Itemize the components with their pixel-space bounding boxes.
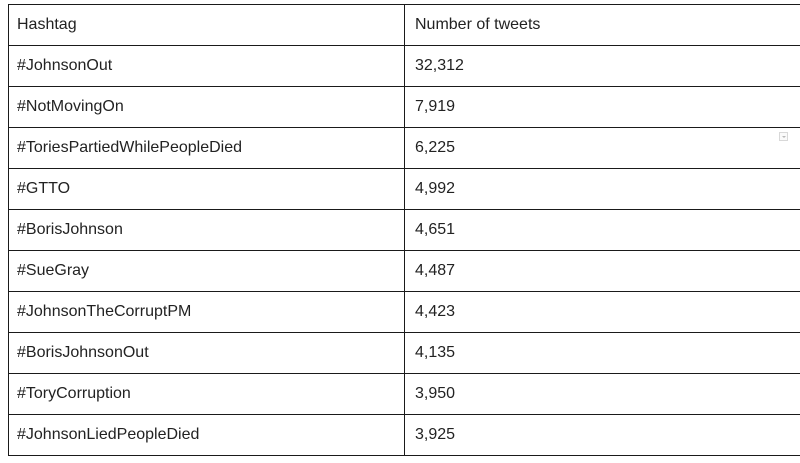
tweet-count-cell: 4,487 bbox=[405, 251, 800, 292]
tweet-count-cell: 7,919 bbox=[405, 87, 800, 128]
table-body bbox=[9, 5, 800, 456]
column-header-number-of-tweets: Number of tweets bbox=[405, 5, 800, 46]
hashtag-cell: #NotMovingOn bbox=[9, 87, 405, 128]
table-row bbox=[9, 46, 800, 87]
table-row bbox=[9, 251, 800, 292]
tweet-count-cell: 4,992 bbox=[405, 169, 800, 210]
tweet-count-cell: 4,135 bbox=[405, 333, 800, 374]
hashtag-cell: #BorisJohnson bbox=[9, 210, 405, 251]
table-row bbox=[9, 87, 800, 128]
hashtag-table bbox=[8, 4, 800, 456]
table-row bbox=[9, 415, 800, 456]
tweet-count-cell: 6,225 bbox=[405, 128, 800, 169]
tweet-count-cell: 3,950 bbox=[405, 374, 800, 415]
tweet-count-cell: 4,423 bbox=[405, 292, 800, 333]
table-row bbox=[9, 169, 800, 210]
table-row bbox=[9, 128, 800, 169]
hashtag-cell: #JohnsonLiedPeopleDied bbox=[9, 415, 405, 456]
table-header-row bbox=[9, 5, 800, 46]
column-header-hashtag: Hashtag bbox=[9, 5, 405, 46]
hashtag-cell: #JohnsonTheCorruptPM bbox=[9, 292, 405, 333]
table-row bbox=[9, 292, 800, 333]
chevron-down-icon[interactable] bbox=[779, 132, 788, 141]
hashtag-cell: #SueGray bbox=[9, 251, 405, 292]
tweet-count-cell: 4,651 bbox=[405, 210, 800, 251]
hashtag-cell: #JohnsonOut bbox=[9, 46, 405, 87]
table-row bbox=[9, 374, 800, 415]
hashtag-cell: #GTTO bbox=[9, 169, 405, 210]
hashtag-cell: #ToryCorruption bbox=[9, 374, 405, 415]
hashtag-cell: #ToriesPartiedWhilePeopleDied bbox=[9, 128, 405, 169]
tweet-count-cell: 32,312 bbox=[405, 46, 800, 87]
table-row bbox=[9, 210, 800, 251]
tweet-count-cell: 3,925 bbox=[405, 415, 800, 456]
hashtag-cell: #BorisJohnsonOut bbox=[9, 333, 405, 374]
table-row bbox=[9, 333, 800, 374]
